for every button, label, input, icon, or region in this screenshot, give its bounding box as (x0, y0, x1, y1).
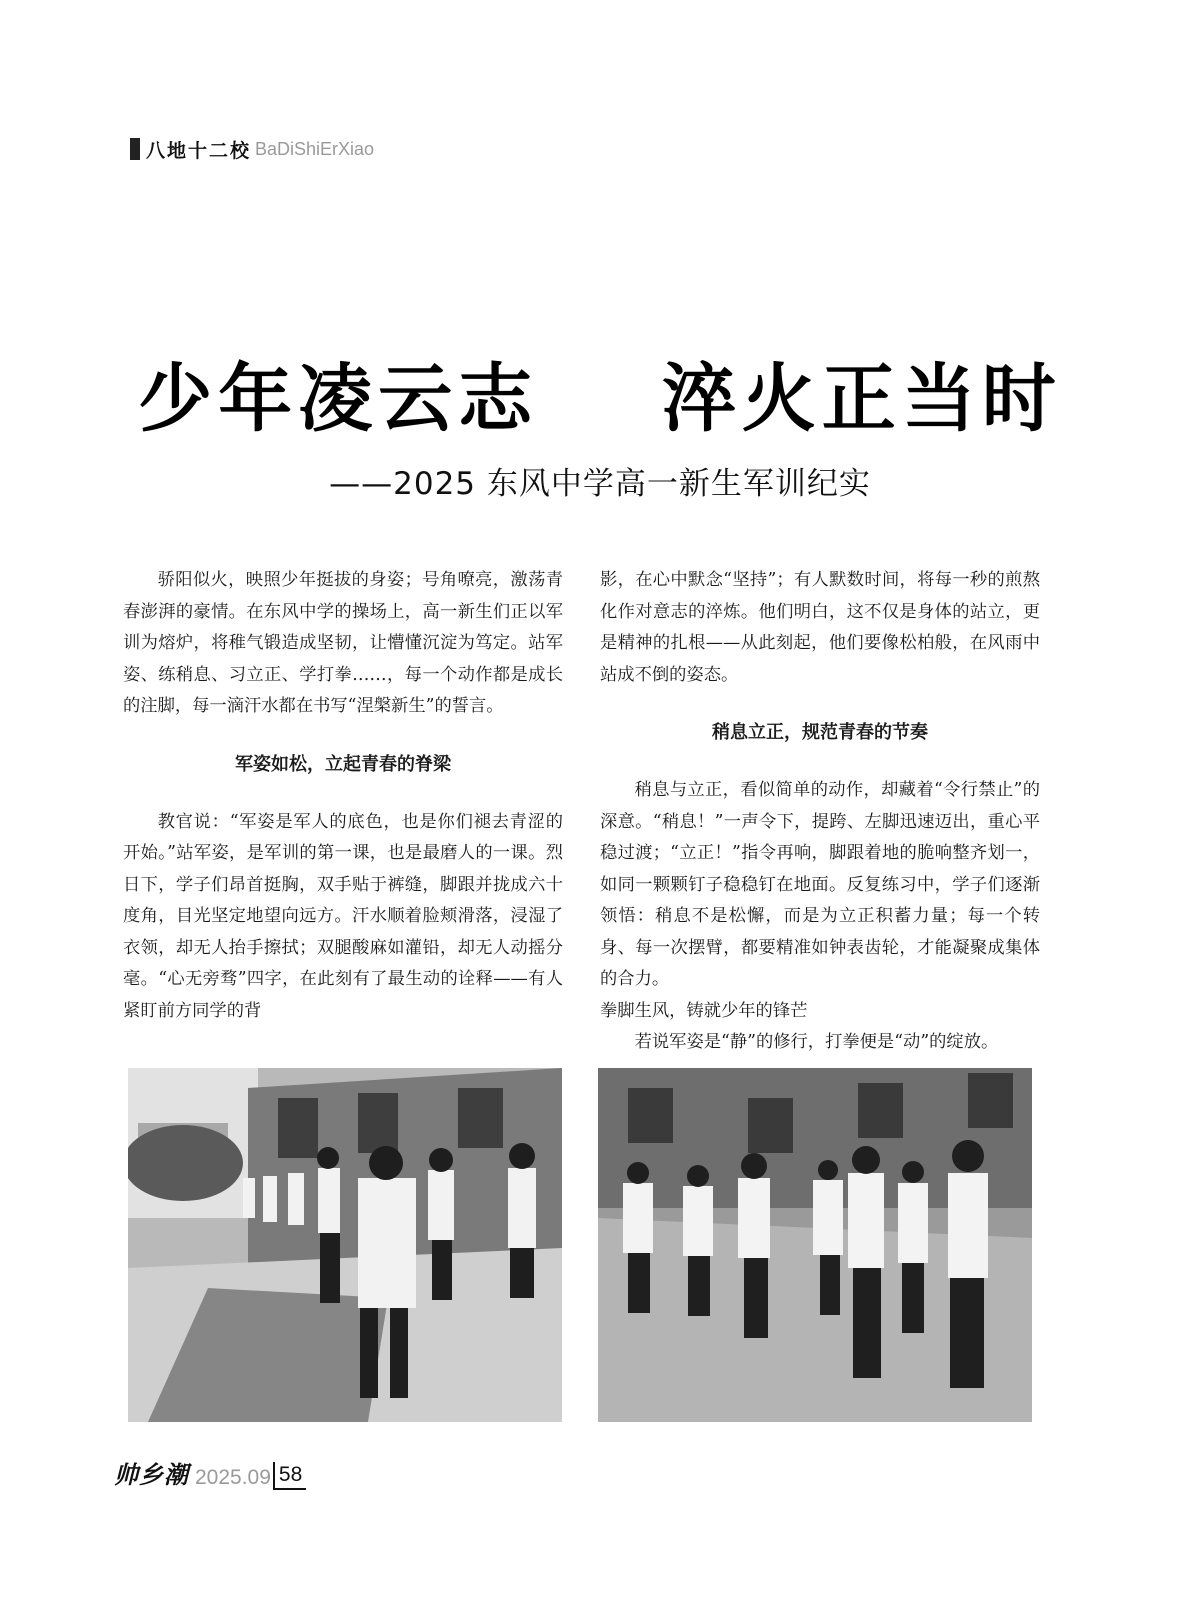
photo-boxing-practice (598, 1068, 1032, 1422)
magazine-logo: 帅乡潮 (114, 1460, 189, 1489)
column-name-cn: 八地十二校 (146, 139, 252, 162)
issue-date: 2025.09 (195, 1466, 271, 1489)
page-footer (114, 1450, 306, 1490)
section1-heading: 军姿如松，立起青春的脊梁 (235, 753, 451, 775)
intro-paragraph: 骄阳似火，映照少年挺拔的身姿；号角嘹亮，激荡青春澎湃的豪情。在东风中学的操场上，高一新生们正以军训为熔炉，将稚气锻造成坚韧，让懵懂沉淀为笃定。站军姿、练稍息、习立正、学打拳……，每一个动作都是成长的注脚，每一滴汗水都在书写“涅槃新生”的誓言。 (123, 570, 563, 716)
article-title: 少年凌云志 淬火正当时 (138, 356, 1062, 442)
page-number: 58 (273, 1462, 306, 1490)
section3-heading: 拳脚生风，铸就少年的锋芒 (600, 1000, 808, 1021)
header-mark (130, 138, 140, 160)
column-header (130, 136, 374, 162)
photo-standing-posture (128, 1068, 562, 1422)
section1-paragraph-b: 影，在心中默念“坚持”；有人默数时间，将每一秒的煎熬化作对意志的淬炼。他们明白，这不仅是身体的站立，更是精神的扎根——从此刻起，他们要像松柏般，在风雨中站成不倒的姿态。 (600, 570, 1040, 685)
section3-paragraph: 若说军姿是“静”的修行，打拳便是“动”的绽放。 (634, 1032, 999, 1052)
article-subtitle: ——2025 东风中学高一新生军训纪实 (329, 466, 871, 502)
text-column-right (600, 565, 1040, 1059)
section1-paragraph-a: 教官说：“军姿是军人的底色，也是你们褪去青涩的开始。”站军姿，是军训的第一课，也是最磨人的一课。烈日下，学子们昂首挺胸，双手贴于裤缝，脚跟并拢成六十度角，目光坚定地望向远方。汗水顺着脸颊滑落，浸湿了衣领，却无人抬手擦拭；双腿酸麻如灌铅，却无人动摇分毫。“心无旁骛”四字，在此刻有了最生动的诠释——有人紧盯前方同学的背 (123, 811, 563, 1021)
column-name-en: BaDiShiErXiao (255, 138, 375, 159)
text-column-left (123, 565, 563, 1027)
section2-paragraph: 稍息与立正，看似简单的动作，却藏着“令行禁止”的深意。“稍息！”一声令下，提跨、左脚迅速迈出，重心平稳过渡；“立正！”指令再响，脚跟着地的脆响整齐划一，如同一颗颗钉子稳稳钉在地面。反复练习中，学子们逐渐领悟：稍息不是松懈，而是为立正积蓄力量；每一个转身、每一次摆臂，都要精准如钟表齿轮，才能凝聚成集体的合力。 (600, 780, 1040, 989)
section2-heading: 稍息立正，规范青春的节奏 (712, 722, 928, 743)
